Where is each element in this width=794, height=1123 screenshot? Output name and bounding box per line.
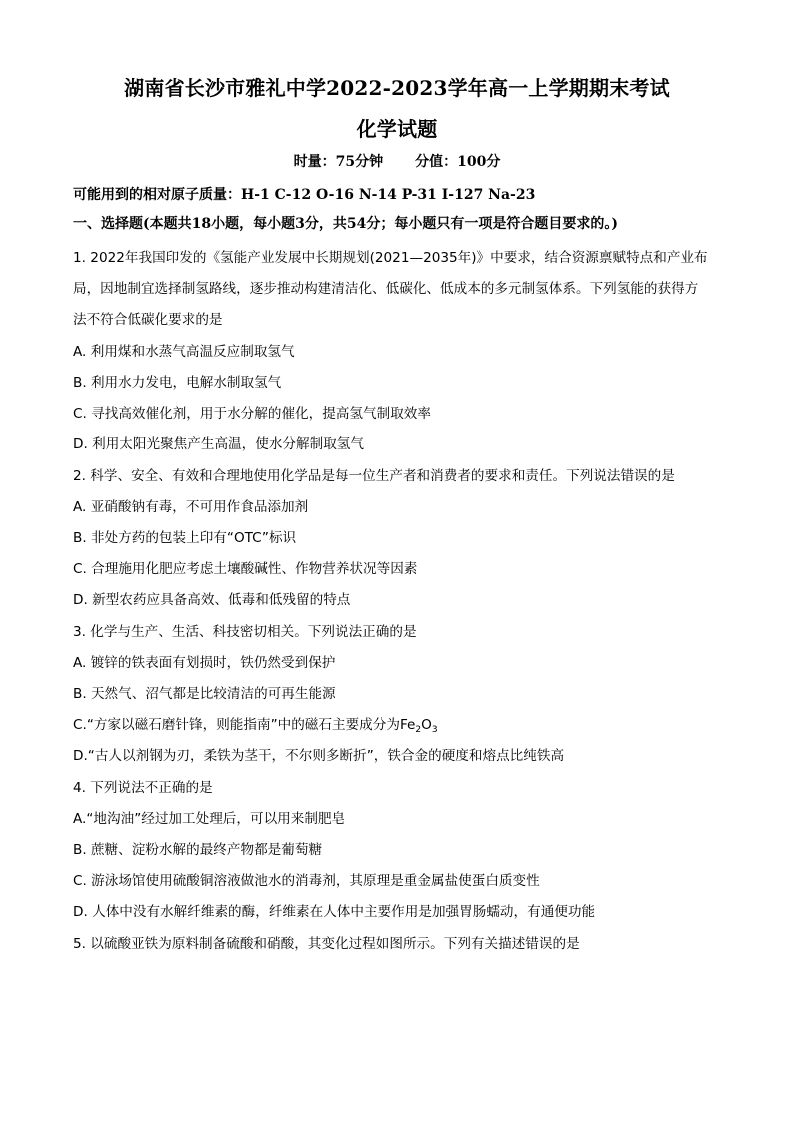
- q3-option-a: A. 镀锌的铁表面有划损时，铁仍然受到保护: [73, 655, 336, 671]
- atomic-masses: 可能用到的相对原子质量：H-1 C-12 O-16 N-14 P-31 I-127 Na-23: [73, 187, 536, 203]
- q2-option-c: C. 合理施用化肥应考虑土壤酸碱性、作物营养状况等因素: [73, 561, 418, 577]
- q4-option-d: D. 人体中没有水解纤维素的酶，纤维素在人体中主要作用是加强胃肠蠕动，有通便功能: [73, 904, 596, 920]
- q2-option-d: D. 新型农药应具备高效、低毒和低残留的特点: [73, 592, 351, 608]
- q2-option-b: B. 非处方药的包装上印有“OTC”标识: [73, 530, 297, 546]
- q3-option-d: D.“古人以剂钢为刃，柔铁为茎干，不尔则多断折”，铁合金的硬度和熔点比纯铁高: [73, 748, 565, 764]
- section-heading: 一、选择题(本题共18小题，每小题3分，共54分；每小题只有一项是符合题目要求的。): [73, 216, 618, 232]
- q4-option-c: C. 游泳场馆使用硫酸铜溶液做池水的消毒剂，其原理是重金属盐使蛋白质变性: [73, 873, 540, 889]
- q1-stem-line: 1. 2022年我国印发的《氢能产业发展中长期规划(2021—2035年)》中要求，结合资源禀赋特点和产业布: [73, 250, 708, 266]
- q1-option-c: C. 寻找高效催化剂，用于水分解的催化，提高氢气制取效率: [73, 406, 431, 422]
- formula-fe2o3: $Fe_2O_3$: [399, 717, 438, 735]
- exam-title: 湖南省长沙市雅礼中学2022-2023学年高一上学期期末考试: [124, 76, 670, 100]
- total-score: 分值：100分: [415, 154, 501, 170]
- time-limit: 时量：75分钟: [293, 154, 384, 170]
- q3-option-b: B. 天然气、沼气都是比较清洁的可再生能源: [73, 686, 336, 702]
- q3-stem-line: 3. 化学与生产、生活、科技密切相关。下列说法正确的是: [73, 624, 417, 640]
- q1-stem-line: 局，因地制宜选择制氢路线，逐步推动构建清洁化、低碳化、低成本的多元制氢体系。下列氢能的获得方: [73, 281, 699, 297]
- q5-stem-line: 5. 以硫酸亚铁为原料制备硫酸和硝酸，其变化过程如图所示。下列有关描述错误的是: [73, 936, 580, 952]
- q3-option-c: [73, 713, 438, 735]
- q4-option-b: B. 蔗糖、淀粉水解的最终产物都是葡萄糖: [73, 842, 323, 858]
- exam-subtitle: 化学试题: [356, 117, 438, 141]
- q2-stem-line: 2. 科学、安全、有效和合理地使用化学品是每一位生产者和消费者的要求和责任。下列说法错误的是: [73, 468, 675, 484]
- q3-option-c-text: C.“方家以磁石磨针锋，则能指南”中的磁石主要成分为: [73, 717, 400, 733]
- q1-option-a: A. 利用煤和水蒸气高温反应制取氢气: [73, 344, 295, 360]
- q4-option-a: A.“地沟油”经过加工处理后，可以用来制肥皂: [73, 811, 346, 827]
- exam-meta: [0, 151, 794, 171]
- q1-stem-line: 法不符合低碳化要求的是: [73, 312, 223, 328]
- q1-option-b: B. 利用水力发电，电解水制取氢气: [73, 375, 282, 391]
- q1-option-d: D. 利用太阳光聚焦产生高温，使水分解制取氢气: [73, 436, 364, 452]
- q2-option-a: A. 亚硝酸钠有毒，不可用作食品添加剂: [73, 499, 309, 515]
- q4-stem-line: 4. 下列说法不正确的是: [73, 780, 213, 796]
